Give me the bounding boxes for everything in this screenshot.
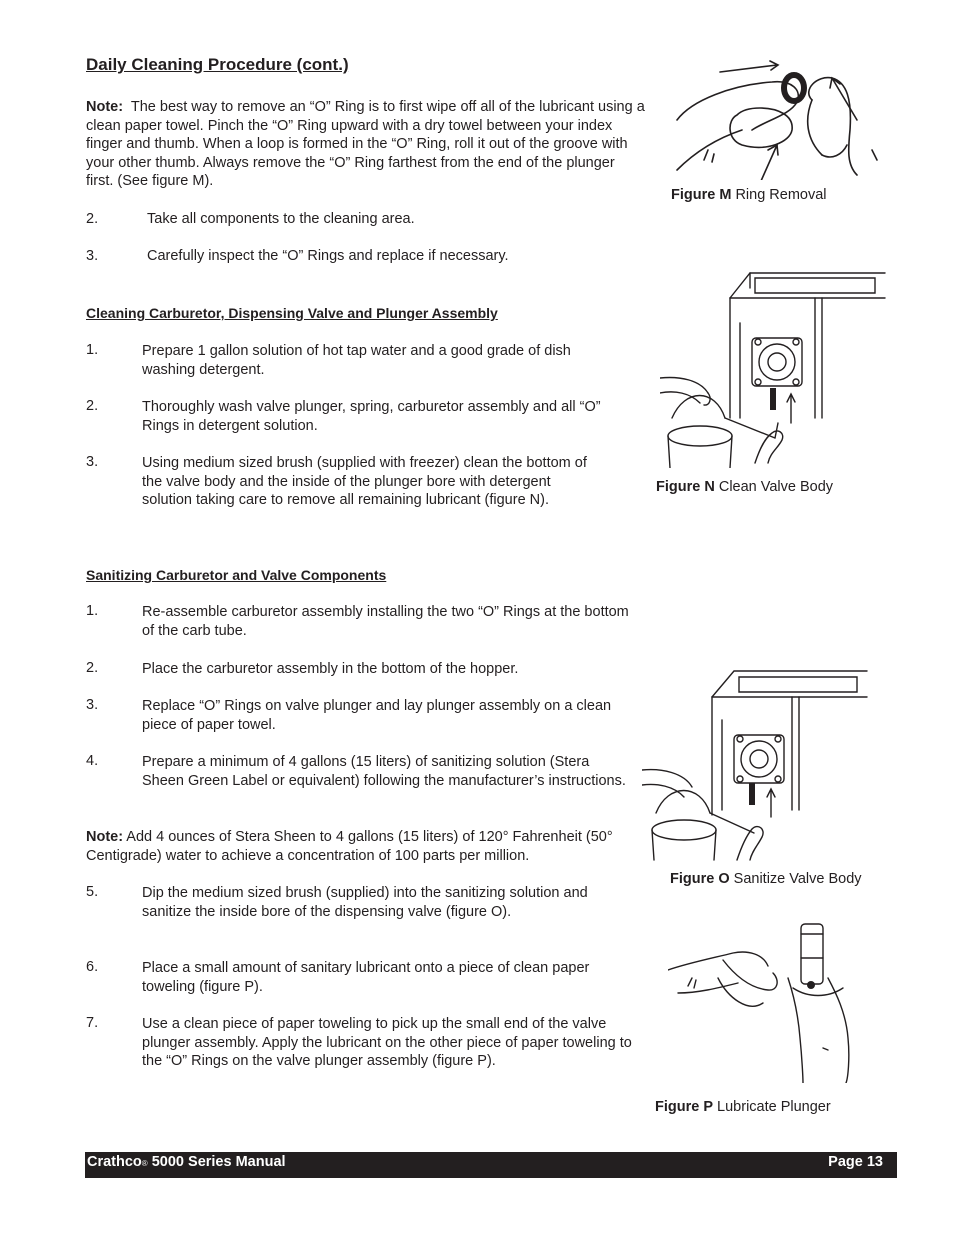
brush-icon	[749, 783, 755, 805]
step-number: 2.	[86, 398, 99, 414]
note-sanitizer	[86, 828, 631, 865]
step-text: Using medium sized brush (supplied with freezer) clean the bottom of the valve body and the inside of the plunger bore with detergent solution taking care to remove all remaining lubricant (figure N).	[142, 455, 587, 509]
step-text: Re-assemble carburetor assembly installing the two “O” Rings at the bottom of the carb tube.	[142, 604, 629, 639]
step-number: 3.	[86, 454, 99, 470]
figure-p-caption	[655, 1099, 831, 1115]
section-heading-cleaning: Cleaning Carburetor, Dispensing Valve and Plunger Assembly	[86, 305, 498, 321]
lubricant-icon	[807, 981, 815, 989]
note-removal	[86, 98, 646, 191]
step-text: Dip the medium sized brush (supplied) into the sanitizing solution and sanitize the inside bore of the dispensing valve (figure O).	[142, 885, 588, 920]
registered-mark: ®	[141, 1159, 148, 1168]
step-text: Prepare 1 gallon solution of hot tap water and a good grade of dish washing detergent.	[142, 343, 571, 378]
footer-manual-title	[87, 1154, 286, 1170]
step-text: Thoroughly wash valve plunger, spring, carburetor assembly and all “O” Rings in detergent solution.	[142, 399, 601, 434]
figure-label: Figure M	[671, 187, 732, 203]
step-text: Use a clean piece of paper toweling to pick up the small end of the valve plunger assembly. Apply the lubricant on the other piece of paper toweling to the “O” Rings on the valve plunger assembly (figure P).	[142, 1016, 632, 1070]
step-number: 2.	[86, 660, 99, 676]
figure-caption-text: Sanitize Valve Body	[733, 871, 862, 887]
step-number: 4.	[86, 753, 99, 769]
step-text: Prepare a minimum of 4 gallons (15 liters) of sanitizing solution (Stera Sheen Green Label or equivalent) following the manufacturer’s instructions.	[142, 754, 626, 789]
footer-page-number: Page 13	[828, 1154, 883, 1170]
step-text: Carefully inspect the “O” Rings and replace if necessary.	[147, 248, 509, 264]
brush-icon	[770, 388, 776, 410]
figure-label: Figure P	[655, 1099, 714, 1115]
section-heading-sanitizing: Sanitizing Carburetor and Valve Components	[86, 567, 387, 583]
figure-o-illustration	[642, 665, 882, 865]
figure-n-illustration	[660, 268, 890, 468]
figure-m-caption	[671, 187, 827, 203]
o-ring-icon	[784, 75, 804, 101]
figure-label: Figure O	[670, 871, 730, 887]
figure-caption-text: Ring Removal	[735, 187, 827, 203]
figure-m-illustration	[672, 60, 892, 180]
step-number: 3.	[86, 697, 99, 713]
step-number: 1.	[86, 603, 99, 619]
step-number: 6.	[86, 959, 99, 975]
figure-caption-text: Clean Valve Body	[718, 479, 834, 495]
figure-n-caption	[656, 479, 833, 495]
step-number: 2.	[86, 211, 99, 227]
figure-label: Figure N	[656, 479, 715, 495]
footer-manual-name: 5000 Series Manual	[151, 1154, 286, 1170]
step-text: Place the carburetor assembly in the bottom of the hopper.	[142, 661, 519, 677]
step-text: Replace “O” Rings on valve plunger and lay plunger assembly on a clean piece of paper towel.	[142, 698, 612, 733]
footer-brand: Crathco	[87, 1154, 142, 1170]
note-label: Note:	[86, 829, 124, 845]
step-number: 1.	[86, 342, 99, 358]
figure-p-illustration	[668, 918, 858, 1083]
note-text: The best way to remove an “O” Ring is to first wipe off all of the lubricant using a clean paper towel. Pinch the “O” Ring upward with a dry towel between your index finger and thumb. When a loop is formed in the “O” Ring, roll it out of the groove with your other thumb. Always remove the “O” Ring farthest from the end of the plunger first. (See figure M).	[86, 99, 645, 190]
figure-o-caption	[670, 871, 862, 887]
page-footer	[85, 1152, 897, 1178]
step-number: 7.	[86, 1015, 99, 1031]
page-title: Daily Cleaning Procedure (cont.)	[86, 55, 349, 74]
step-number: 5.	[86, 884, 99, 900]
note-label: Note:	[86, 99, 124, 115]
figure-caption-text: Lubricate Plunger	[717, 1099, 831, 1115]
step-text: Take all components to the cleaning area.	[147, 211, 415, 227]
step-number: 3.	[86, 248, 99, 264]
note-text: Add 4 ounces of Stera Sheen to 4 gallons (15 liters) of 120° Fahrenheit (50° Centigrade) water to achieve a concentration of 100 parts per million.	[86, 829, 613, 864]
step-text: Place a small amount of sanitary lubricant onto a piece of clean paper toweling (figure P).	[142, 960, 590, 995]
